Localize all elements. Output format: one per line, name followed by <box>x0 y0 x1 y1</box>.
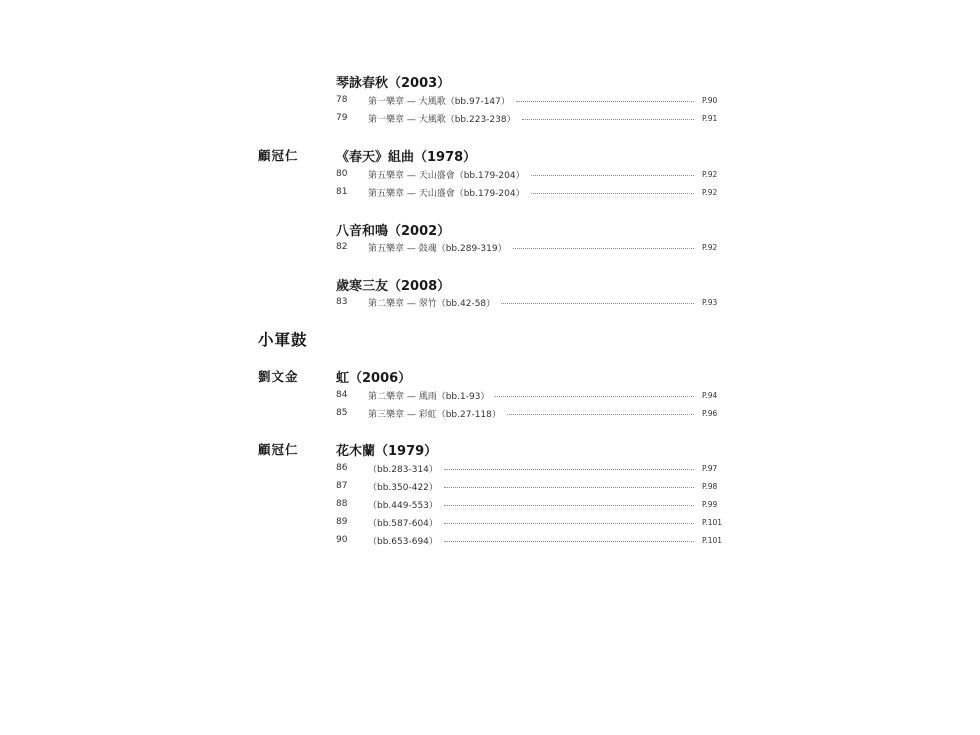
entry-number: 80 <box>336 169 348 179</box>
entry-number: 88 <box>336 499 348 509</box>
entry-number: 90 <box>336 535 348 545</box>
toc-entry[interactable] <box>336 240 728 254</box>
entry-page: P.99 <box>702 499 718 509</box>
dot-leader <box>444 487 694 488</box>
dot-leader <box>516 101 694 102</box>
entry-description: 第二樂章 — 翠竹（bb.42-58） <box>368 298 496 309</box>
dot-leader <box>444 505 694 506</box>
toc-entry[interactable] <box>336 295 728 309</box>
entry-number: 85 <box>336 408 348 418</box>
toc-entry[interactable] <box>336 388 728 402</box>
toc-entry[interactable] <box>336 497 728 511</box>
entry-description: 第三樂章 — 彩虹（bb.27-118） <box>368 409 501 420</box>
dot-leader <box>444 523 694 524</box>
toc-entry[interactable] <box>336 461 728 475</box>
entry-description: 第五樂章 — 鼓魂（bb.289-319） <box>368 243 507 254</box>
entry-page: P.93 <box>702 297 718 307</box>
dot-leader <box>444 541 694 542</box>
work-title: 虹（2006） <box>336 371 412 386</box>
entry-page: P.92 <box>702 242 718 252</box>
entry-page: P.96 <box>702 408 718 418</box>
entry-number: 87 <box>336 481 348 491</box>
entry-description: （bb.449-553） <box>368 500 438 511</box>
work-title: 琴詠春秋（2003） <box>336 76 451 91</box>
composer-name: 顧冠仁 <box>258 148 299 163</box>
toc-entry[interactable] <box>336 406 728 420</box>
work-title: 花木蘭（1979） <box>336 444 438 459</box>
dot-leader <box>522 119 694 120</box>
entry-number: 78 <box>336 95 348 105</box>
entry-number: 81 <box>336 187 348 197</box>
entry-page: P.101 <box>702 535 723 545</box>
entry-description: 第五樂章 — 天山盛會（bb.179-204） <box>368 170 525 181</box>
entry-page: P.91 <box>702 113 718 123</box>
toc-entry[interactable] <box>336 185 728 199</box>
entry-description: 第一樂章 — 大風歌（bb.97-147） <box>368 96 510 107</box>
dot-leader <box>495 396 694 397</box>
entry-page: P.98 <box>702 481 718 491</box>
entry-page: P.92 <box>702 187 718 197</box>
entry-description: （bb.653-694） <box>368 536 438 547</box>
work-title: 八音和鳴（2002） <box>336 224 451 239</box>
entry-description: 第一樂章 — 大風歌（bb.223-238） <box>368 114 516 125</box>
dot-leader <box>531 175 694 176</box>
entry-number: 84 <box>336 390 348 400</box>
composer-name: 劉文金 <box>258 369 299 384</box>
entry-number: 86 <box>336 463 348 473</box>
entry-page: P.97 <box>702 463 718 473</box>
toc-entry[interactable] <box>336 111 728 125</box>
entry-number: 79 <box>336 113 348 123</box>
entry-page: P.101 <box>702 517 723 527</box>
dot-leader <box>501 303 694 304</box>
work-title: 《春天》組曲（1978） <box>336 150 477 165</box>
section-title: 小軍鼓 <box>258 331 308 349</box>
entry-number: 82 <box>336 242 348 252</box>
entry-description: （bb.350-422） <box>368 482 438 493</box>
entry-number: 89 <box>336 517 348 527</box>
toc-entry[interactable] <box>336 93 728 107</box>
entry-page: P.92 <box>702 169 718 179</box>
entry-description: （bb.283-314） <box>368 464 438 475</box>
dot-leader <box>531 193 694 194</box>
toc-entry[interactable] <box>336 479 728 493</box>
composer-name: 顧冠仁 <box>258 442 299 457</box>
entry-description: （bb.587-604） <box>368 518 438 529</box>
work-title: 歲寒三友（2008） <box>336 279 451 294</box>
entry-description: 第五樂章 — 天山盛會（bb.179-204） <box>368 188 525 199</box>
dot-leader <box>513 248 694 249</box>
toc-entry[interactable] <box>336 515 728 529</box>
toc-entry[interactable] <box>336 167 728 181</box>
dot-leader <box>444 469 694 470</box>
entry-page: P.94 <box>702 390 718 400</box>
entry-number: 83 <box>336 297 348 307</box>
entry-description: 第二樂章 — 風雨（bb.1-93） <box>368 391 490 402</box>
dot-leader <box>507 414 694 415</box>
toc-entry[interactable] <box>336 533 728 547</box>
entry-page: P.90 <box>702 95 718 105</box>
